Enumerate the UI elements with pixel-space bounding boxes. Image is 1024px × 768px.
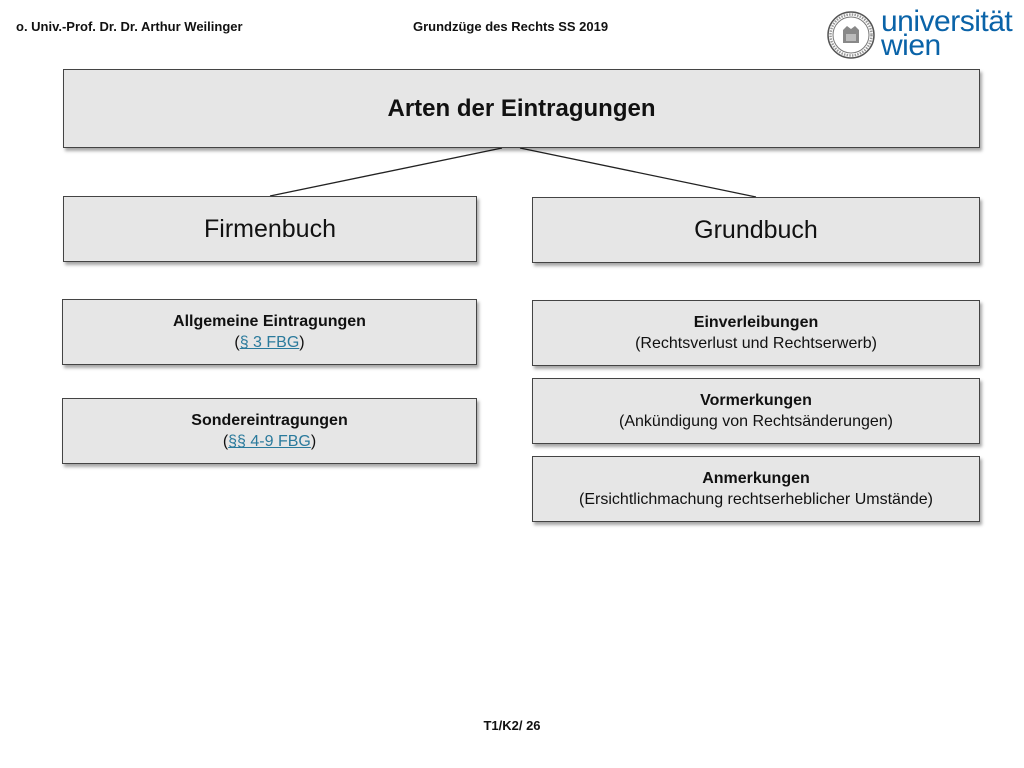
anmerkungen-node	[532, 456, 980, 522]
item-reference: (§ 3 FBG)	[234, 334, 305, 351]
allgemeine-eintragungen-node	[62, 299, 477, 365]
item-title: Vormerkungen	[700, 392, 812, 409]
root-title: Arten der Eintragungen	[387, 94, 656, 122]
item-reference: (§§ 4-9 FBG)	[222, 433, 317, 450]
einverleibungen-node	[532, 300, 980, 366]
item-description: (Ersichtlichmachung rechtserheblicher Umstände)	[579, 491, 933, 508]
sondereintragungen-node	[62, 398, 477, 464]
grundbuch-title: Grundbuch	[694, 215, 818, 244]
fbg-3-link[interactable]: § 3 FBG	[239, 334, 300, 351]
connector-root-grundbuch	[520, 148, 756, 197]
logo-wordmark	[881, 5, 1013, 62]
item-description: (Ankündigung von Rechtsänderungen)	[619, 413, 893, 430]
item-title: Anmerkungen	[702, 470, 810, 487]
item-description: (Rechtsverlust und Rechtserwerb)	[635, 335, 877, 352]
logo-line-1: universität	[881, 5, 1013, 38]
header-author: o. Univ.-Prof. Dr. Dr. Arthur Weilinger	[16, 19, 243, 34]
item-title: Allgemeine Eintragungen	[173, 313, 366, 330]
slide-number: T1/K2/ 26	[483, 718, 541, 733]
logo-line-2: wien	[881, 29, 941, 62]
firmenbuch-node	[63, 196, 477, 262]
item-title: Sondereintragungen	[191, 412, 348, 429]
header-course-title: Grundzüge des Rechts SS 2019	[413, 19, 609, 34]
university-logo	[826, 5, 1016, 64]
root-node	[63, 69, 980, 148]
university-seal-icon	[826, 10, 876, 60]
fbg-4-9-link[interactable]: §§ 4-9 FBG	[228, 433, 311, 450]
vormerkungen-node	[532, 378, 980, 444]
grundbuch-node	[532, 197, 980, 263]
connector-root-firmenbuch	[270, 148, 502, 196]
item-title: Einverleibungen	[693, 314, 819, 331]
firmenbuch-title: Firmenbuch	[204, 214, 336, 243]
